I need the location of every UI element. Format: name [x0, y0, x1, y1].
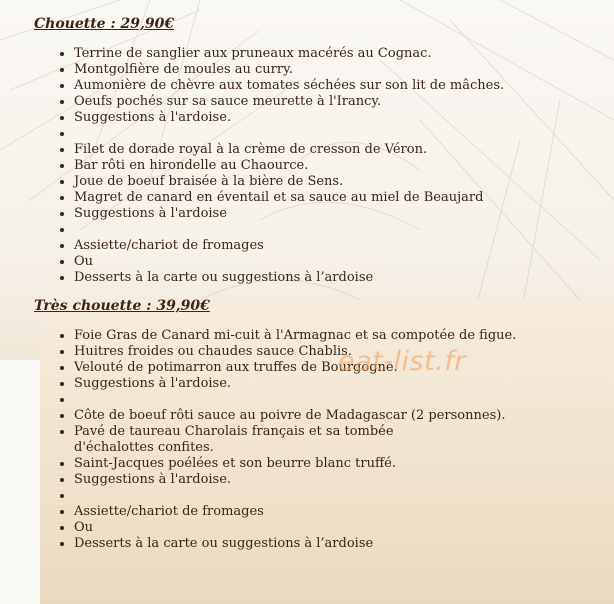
list-item: • Montgolfière de moules au curry. [74, 62, 604, 78]
menu-title-chouette: Chouette : 29,90€ [34, 16, 175, 32]
menu-items-tres-chouette [34, 328, 604, 552]
list-item: • Suggestions à l'ardoise. [74, 376, 604, 392]
list-item: • Desserts à la carte ou suggestions à l’ardoise [74, 536, 604, 552]
list-item: • Filet de dorade royal à la crème de cresson de Véron. [74, 142, 604, 158]
list-item: • Joue de boeuf braisée à la bière de Sens. [74, 174, 604, 190]
list-item-empty [74, 392, 604, 408]
list-item-empty [74, 222, 604, 238]
list-item: • Ou [74, 520, 604, 536]
watermark: eat-list.fr [338, 346, 466, 377]
list-item: • Huitres froides ou chaudes sauce Chablis. [74, 344, 604, 360]
list-item: • Bar rôti en hirondelle au Chaource. [74, 158, 604, 174]
list-item: • Côte de boeuf rôti sauce au poivre de Madagascar (2 personnes). [74, 408, 604, 424]
menu-items-chouette [34, 46, 604, 286]
list-item: • Terrine de sanglier aux pruneaux macérés au Cognac. [74, 46, 604, 62]
list-item: • Pavé de taureau Charolais français et sa tombée d'échalottes confites. [74, 424, 474, 456]
menu-title-tres-chouette: Très chouette : 39,90€ [34, 298, 210, 314]
menu-content [34, 14, 604, 552]
list-item: • Aumonière de chèvre aux tomates séchées sur son lit de mâches. [74, 78, 604, 94]
list-item-empty [74, 126, 604, 142]
list-item: • Velouté de potimarron aux truffes de Bourgogne. [74, 360, 604, 376]
list-item: • Desserts à la carte ou suggestions à l’ardoise [74, 270, 604, 286]
list-item: • Saint-Jacques poélées et son beurre blanc truffé. [74, 456, 604, 472]
list-item: • Assiette/chariot de fromages [74, 504, 604, 520]
list-item: • Oeufs pochés sur sa sauce meurette à l'Irancy. [74, 94, 604, 110]
list-item: • Foie Gras de Canard mi-cuit à l'Armagnac et sa compotée de figue. [74, 328, 604, 344]
list-item: • Suggestions à l'ardoise. [74, 110, 604, 126]
list-item: • Assiette/chariot de fromages [74, 238, 604, 254]
list-item: • Suggestions à l'ardoise [74, 206, 604, 222]
list-item-empty [74, 488, 604, 504]
list-item: • Magret de canard en éventail et sa sauce au miel de Beaujard [74, 190, 604, 206]
list-item: • Suggestions à l'ardoise. [74, 472, 604, 488]
list-item: • Ou [74, 254, 604, 270]
